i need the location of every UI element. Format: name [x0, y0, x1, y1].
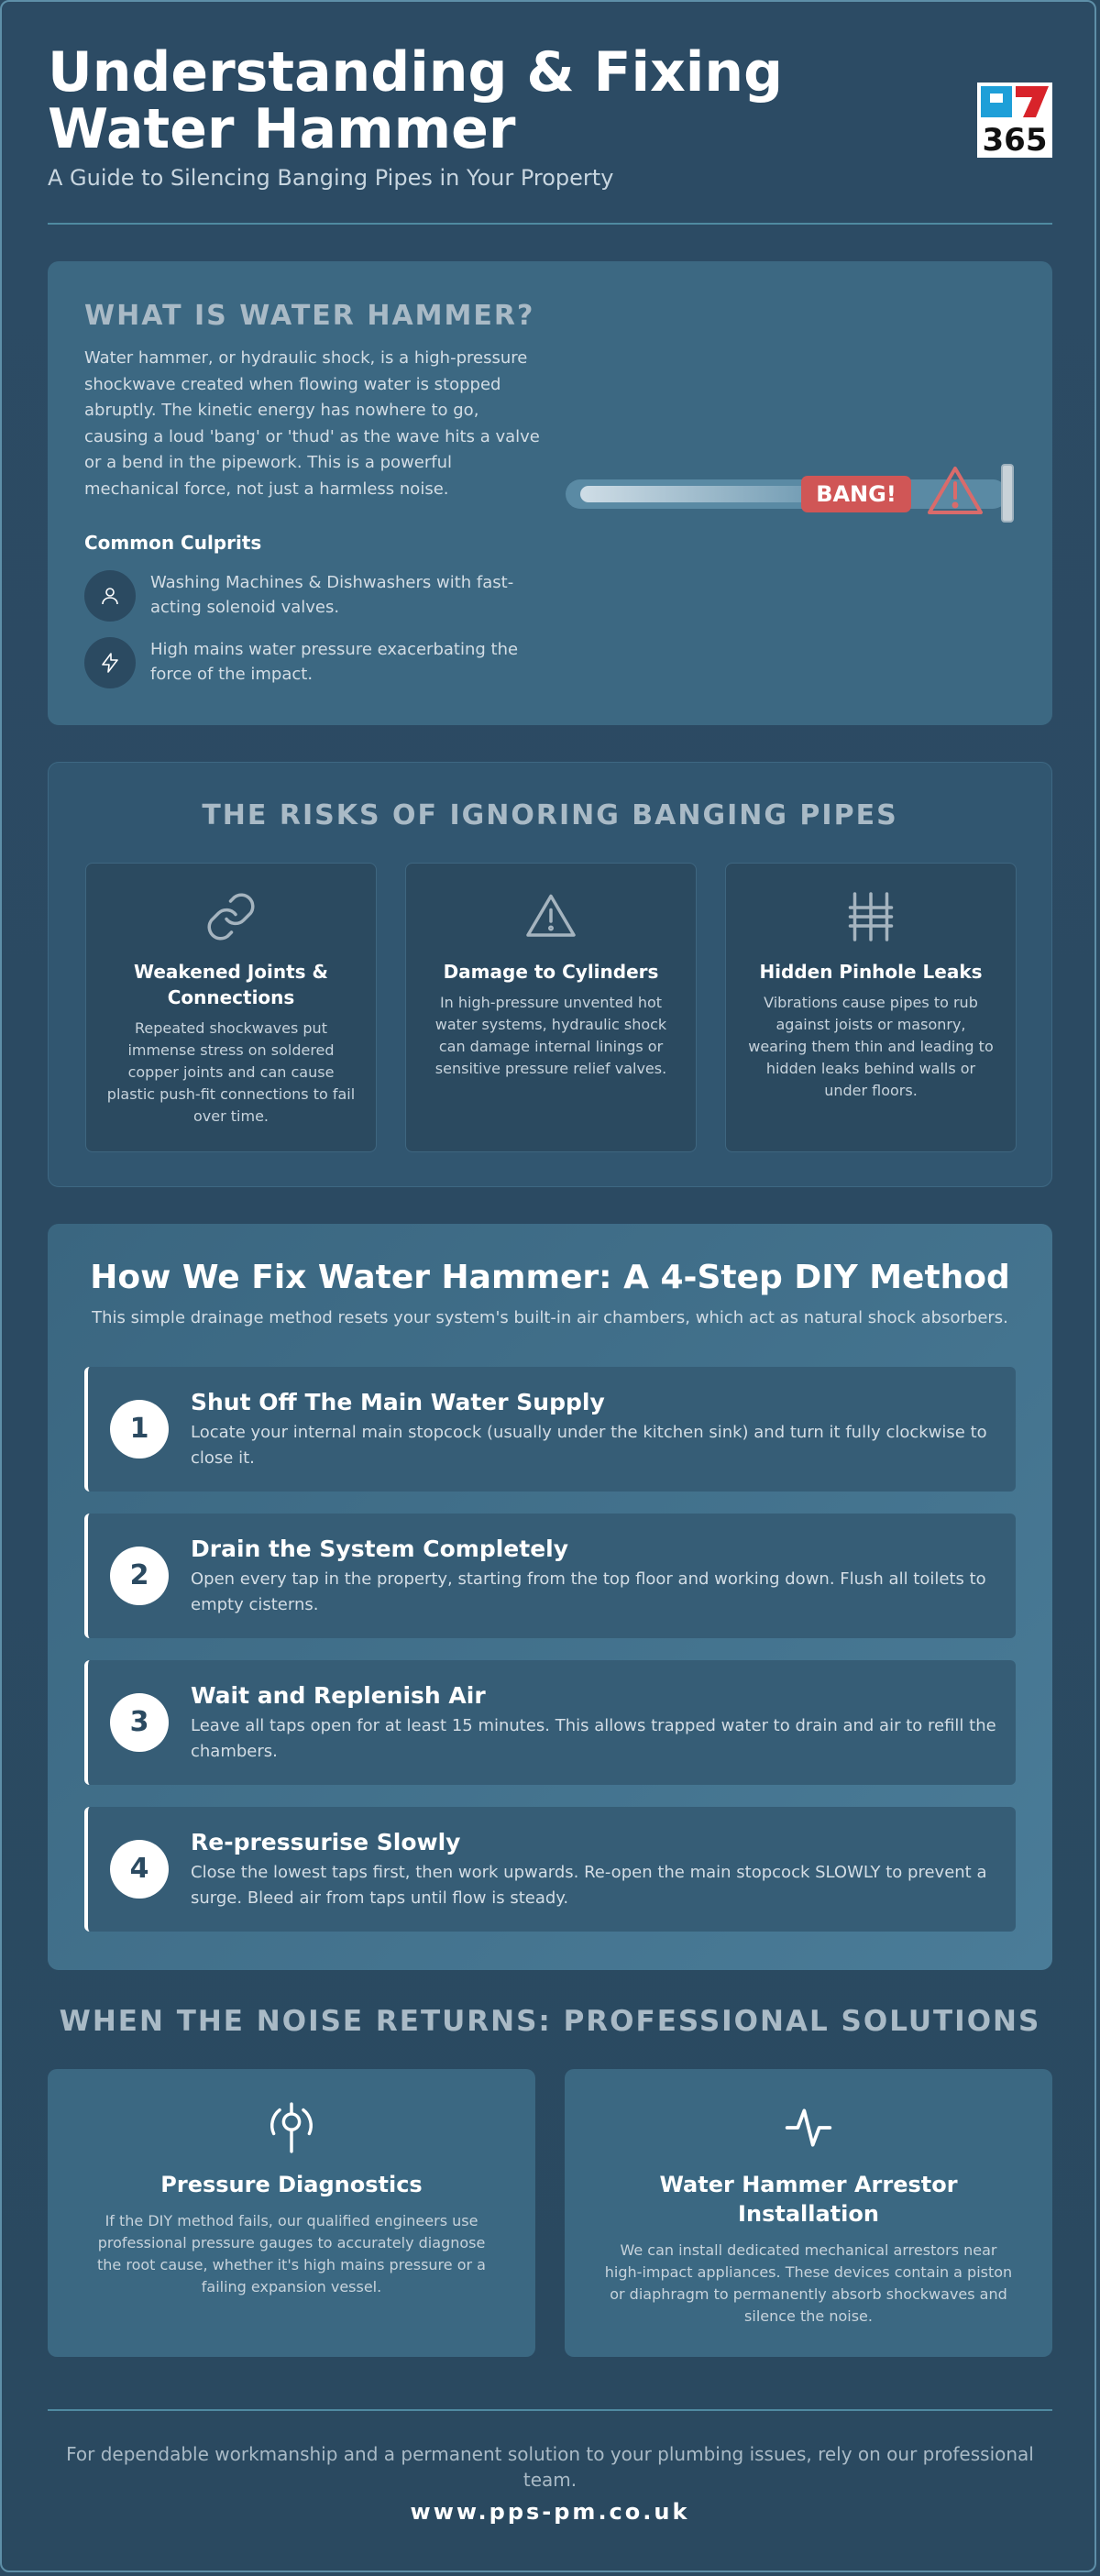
valve-illustration [1001, 464, 1014, 523]
lightning-icon [84, 637, 136, 688]
footer-divider [48, 2409, 1052, 2411]
risk-card [85, 863, 377, 1152]
svg-text:365: 365 [982, 122, 1048, 158]
warning-icon [926, 465, 984, 522]
solution-description: We can install dedicated mechanical arrestors near high-impact appliances. These devices contain a piston or diaphragm to permanently absorb shockwaves and silence the noise. [604, 2241, 1013, 2325]
pulse-icon [565, 2102, 1052, 2157]
solution-description: If the DIY method fails, our qualified engineers use professional pressure gauges to accurately diagnose the root cause, whether it's high mains pressure or a failing expansion vessel. [97, 2212, 486, 2295]
solutions-heading: WHEN THE NOISE RETURNS: PROFESSIONAL SOLUTIONS [59, 2005, 1041, 2038]
step-description: Close the lowest taps first, then work upwards. Re-open the main stopcock SLOWLY to prevent a surge. Bleed air from taps until flow is steady. [191, 1863, 987, 1908]
step-description: Leave all taps open for at least 15 minutes. This allows trapped water to drain and air to refill the chambers. [191, 1716, 996, 1761]
bang-badge: BANG! [801, 476, 911, 512]
culprits-heading: Common Culprits [84, 532, 262, 554]
what-is-section [48, 261, 1052, 725]
risk-description: In high-pressure unvented hot water systems, hydraulic shock can damage internal linings or sensitive pressure relief valves. [434, 994, 667, 1077]
risk-title: Damage to Cylinders [443, 961, 659, 983]
step-number: 3 [110, 1693, 169, 1752]
pipes-icon [726, 889, 1016, 948]
user-icon [84, 570, 136, 622]
risk-description: Repeated shockwaves put immense stress on soldered copper joints and can cause plastic push-fit connections to fail over time. [106, 1019, 356, 1125]
footer-text: For dependable workmanship and a permanent solution to your plumbing issues, rely on our professional team. [66, 2443, 1034, 2491]
page-title: Understanding & Fixing Water Hammer [48, 40, 784, 161]
link-icon [86, 889, 376, 948]
step-number: 4 [110, 1840, 169, 1899]
solution-card [565, 2069, 1052, 2357]
risk-card [405, 863, 697, 1152]
method-lead: This simple drainage method resets your system's built-in air chambers, which act as natural shock absorbers. [92, 1308, 1008, 1327]
culprit-item [84, 570, 561, 623]
culprit-text: Washing Machines & Dishwashers with fast-acting solenoid valves. [150, 573, 514, 617]
risk-title: Hidden Pinhole Leaks [759, 961, 983, 983]
page-subtitle: A Guide to Silencing Banging Pipes in Your Property [48, 165, 614, 191]
what-is-heading: WHAT IS WATER HAMMER? [84, 300, 535, 332]
gauge-icon [48, 2102, 535, 2157]
culprit-item [84, 637, 561, 690]
risks-section [48, 762, 1052, 1187]
risks-heading: THE RISKS OF IGNORING BANGING PIPES [202, 799, 898, 831]
warning-icon [406, 889, 696, 948]
method-section [48, 1224, 1052, 1970]
step-title: Shut Off The Main Water Supply [191, 1389, 605, 1415]
step-title: Re-pressurise Slowly [191, 1829, 461, 1855]
step-card [84, 1807, 1016, 1932]
step-title: Drain the System Completely [191, 1536, 569, 1562]
culprit-text: High mains water pressure exacerbating the force of the impact. [150, 640, 519, 684]
solution-title: Water Hammer Arrestor Installation [659, 2172, 958, 2227]
risk-title: Weakened Joints & Connections [134, 961, 328, 1008]
solution-card [48, 2069, 535, 2357]
what-is-description: Water hammer, or hydraulic shock, is a high-pressure shockwave created when flowing water is stopped abruptly. The kinetic energy has nowhere to go, causing a loud 'bang' or 'thud' as the wave hits a valve or a bend in the pipework. This is a powerful mechanical force, not just a harmless noise. [84, 348, 540, 499]
method-heading: How We Fix Water Hammer: A 4-Step DIY Method [90, 1259, 1010, 1296]
water-flow [580, 486, 819, 502]
solution-title: Pressure Diagnostics [160, 2172, 423, 2197]
step-card [84, 1367, 1016, 1492]
risk-card [725, 863, 1017, 1152]
website-link[interactable]: www.pps-pm.co.uk [410, 2499, 690, 2525]
step-card [84, 1514, 1016, 1638]
step-description: Locate your internal main stopcock (usually under the kitchen sink) and turn it fully clockwise to close it. [191, 1423, 987, 1468]
risk-description: Vibrations cause pipes to rub against joists or masonry, wearing them thin and leading to hidden leaks behind walls or under floors. [748, 994, 994, 1099]
step-number: 1 [110, 1400, 169, 1459]
header-divider [48, 223, 1052, 225]
step-number: 2 [110, 1547, 169, 1605]
step-title: Wait and Replenish Air [191, 1682, 486, 1709]
company-logo [977, 83, 1052, 158]
step-description: Open every tap in the property, starting from the top floor and working down. Flush all toilets to empty cisterns. [191, 1569, 986, 1614]
step-card [84, 1660, 1016, 1785]
